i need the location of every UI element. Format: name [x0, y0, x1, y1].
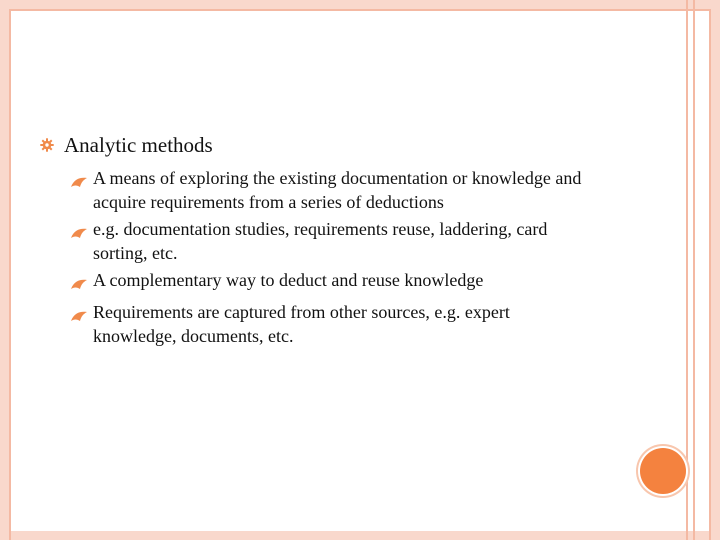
sub-bullet	[70, 268, 640, 297]
sub-bullet-text: e.g. documentation studies, requirements reuse, laddering, card sorting, etc.	[93, 219, 548, 263]
bullet-level1	[40, 130, 640, 160]
right-rule	[686, 0, 688, 540]
gear-icon	[40, 130, 64, 152]
right-rule	[693, 0, 695, 540]
sub-bullet-text: A complementary way to deduct and reuse knowledge	[93, 270, 484, 290]
wing-icon	[70, 166, 93, 195]
slide-content	[40, 130, 640, 351]
sub-bullet	[70, 166, 640, 214]
sub-bullet	[70, 300, 640, 348]
wing-icon	[70, 300, 93, 329]
sub-bullet	[70, 217, 640, 265]
accent-circle	[640, 448, 686, 494]
sub-bullet-text: A means of exploring the existing documentation or knowledge and acquire requirements from a series of deductions	[93, 168, 582, 212]
wing-icon	[70, 217, 93, 246]
bullet-heading: Analytic methods	[64, 133, 213, 157]
wing-icon	[70, 268, 93, 297]
sub-bullet-text: Requirements are captured from other sources, e.g. expert knowledge, documents, etc.	[93, 302, 510, 346]
sub-bullet-list	[40, 166, 640, 348]
